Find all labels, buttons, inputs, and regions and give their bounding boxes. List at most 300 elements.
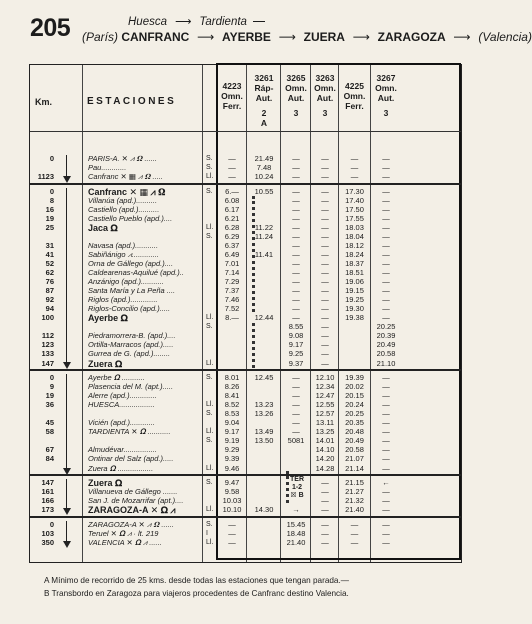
time-cell: — <box>292 249 300 259</box>
arr-dep-cell: Ll. <box>206 506 214 514</box>
table-number: 205 <box>30 14 71 42</box>
km-cell: 123 <box>41 340 54 350</box>
time-cell: — <box>292 277 300 287</box>
time-cell: 21.40 <box>286 537 306 547</box>
time-cell: — <box>292 373 300 382</box>
station-cell: Anzánigo (apd.)........... <box>88 277 164 287</box>
table-row <box>30 224 461 232</box>
km-cell: 31 <box>45 240 54 250</box>
km-cell: 147 <box>41 358 54 368</box>
time-cell: — <box>292 258 300 268</box>
time-cell: 14.10 <box>315 445 335 455</box>
time-cell: — <box>292 295 300 305</box>
table-row <box>30 506 461 514</box>
table-row <box>30 233 461 241</box>
time-cell: — <box>228 154 236 163</box>
station-cell: Zuera 𝛀 <box>88 477 123 488</box>
time-cell: 18.48 <box>286 528 306 538</box>
time-cell: 13.25 <box>315 427 335 437</box>
time-cell: — <box>292 204 300 214</box>
time-cell: 7.01 <box>224 258 240 268</box>
time-cell: — <box>382 505 390 515</box>
time-cell: — <box>382 519 390 529</box>
branch-line-icon <box>253 21 265 22</box>
train-label: Omn. Aut. <box>375 83 397 103</box>
station-cell: Canfranc ✕ ▦ ⩘ 𝛀 ..... <box>88 172 163 182</box>
time-cell: 10.55 <box>254 186 274 196</box>
km-cell: 67 <box>45 445 54 455</box>
arrow-icon: ⟶ <box>453 30 471 44</box>
time-cell: 20.15 <box>345 391 364 401</box>
train-cls: 3 <box>383 108 389 118</box>
arrow-down-icon <box>63 508 71 515</box>
time-cell: — <box>382 172 390 182</box>
arrow-down-icon <box>63 362 71 369</box>
time-cell: 5081 <box>287 436 305 446</box>
km-cell: 76 <box>45 277 54 287</box>
route-line-2 <box>82 30 532 44</box>
table-row <box>30 428 461 436</box>
time-cell: 6.29 <box>224 231 240 241</box>
time-cell: 12.10 <box>315 373 335 382</box>
section-divider <box>30 516 461 518</box>
time-cell: → <box>292 505 300 515</box>
arrow-icon: ⟶ <box>197 30 215 44</box>
time-cell: — <box>321 349 329 359</box>
time-cell: 17.50 <box>345 204 364 214</box>
station-cell: Ontinar del Salz (apd.)..... <box>88 454 174 464</box>
station-cell: Plasencia del M. (apt.)..... <box>88 382 174 392</box>
time-cell: 19.39 <box>345 373 364 382</box>
km-cell: 41 <box>45 249 54 259</box>
time-cell: 18.51 <box>345 268 364 278</box>
time-cell: 13.50 <box>254 436 274 446</box>
time-cell: — <box>382 286 390 296</box>
station-cell: Almudévar................ <box>88 445 157 455</box>
route1-to: Tardienta <box>199 16 247 28</box>
route2-station: ZUERA <box>303 30 345 44</box>
footnotes <box>44 574 464 600</box>
arr-dep-cell: S. <box>206 410 213 418</box>
time-cell: 21.10 <box>376 358 396 368</box>
arr-dep-cell: Ll. <box>206 314 214 322</box>
time-cell: — <box>321 231 329 241</box>
station-cell: TARDIENTA ✕ 𝛀 ........... <box>88 427 171 437</box>
time-cell: 9.17 <box>288 340 304 350</box>
time-cell: 20.39 <box>376 331 396 341</box>
time-cell: 12.45 <box>254 373 274 382</box>
arr-dep-cell: Ll. <box>206 359 214 367</box>
station-cell: Piedramorrera-B. (apd.).... <box>88 331 176 341</box>
section-divider <box>30 474 461 476</box>
arr-dep-cell: S. <box>206 187 213 195</box>
time-cell: — <box>292 163 300 173</box>
time-cell: 8.55 <box>288 322 304 332</box>
station-cell: Jaca 𝛀 <box>88 222 118 233</box>
station-cell: Santa María y La Peña .... <box>88 286 176 296</box>
time-cell: 20.25 <box>345 409 364 419</box>
time-cell: — <box>382 528 390 538</box>
arr-dep-cell: S. <box>206 437 213 445</box>
time-cell: 12.55 <box>315 400 335 410</box>
time-cell: — <box>382 418 390 428</box>
arr-dep-cell: Ll. <box>206 401 214 409</box>
time-cell: — <box>321 204 329 214</box>
station-cell: Riglos (apd.)............. <box>88 295 158 305</box>
table-row <box>30 197 461 205</box>
km-cell: 8 <box>49 195 54 205</box>
arr-dep-cell: Ll. <box>206 223 214 231</box>
time-cell: 20.49 <box>376 340 396 350</box>
time-cell: 19.25 <box>345 295 364 305</box>
time-cell: — <box>321 258 329 268</box>
arrow-down-icon <box>63 468 71 475</box>
train-label: Omn. Aut. <box>285 83 307 103</box>
station-cell: Castiello Pueblo (apd.).... <box>88 213 173 223</box>
station-cell: Alerre (apd.)............. <box>88 391 157 401</box>
time-cell: 21.49 <box>254 154 274 163</box>
km-cell: 92 <box>45 295 54 305</box>
time-cell: — <box>321 358 329 368</box>
train-label: Ráp-Aut. <box>254 83 274 103</box>
time-cell: — <box>382 249 390 259</box>
time-cell: 19.38 <box>345 313 364 323</box>
footnote-b: B Transbordo en Zaragoza para viajeros procedentes de Canfranc destino Valencia. <box>44 589 349 598</box>
time-cell: 15.45 <box>286 519 306 529</box>
train-label: Omn. Ferr. <box>343 91 366 111</box>
time-cell: 7.48 <box>256 163 272 173</box>
train-column-header <box>282 73 310 118</box>
station-cell: Gurrea de G. (apd.)........ <box>88 349 171 359</box>
ter-class: 1-2 <box>291 484 303 491</box>
time-cell: 13.11 <box>315 418 335 428</box>
time-cell: 12.44 <box>254 313 274 323</box>
time-cell: — <box>321 172 329 182</box>
table-row <box>30 401 461 409</box>
station-cell: HUESCA................. <box>88 400 155 410</box>
arr-dep-cell: Ll. <box>206 464 214 472</box>
time-cell: — <box>382 454 390 464</box>
time-cell: — <box>350 537 359 547</box>
header-divider <box>30 131 461 132</box>
time-cell: — <box>228 528 236 538</box>
time-cell: — <box>382 400 390 410</box>
train-note: A <box>260 118 268 128</box>
time-cell: 7.14 <box>224 268 240 278</box>
time-cell: — <box>292 154 300 163</box>
time-cell: 21.07 <box>345 454 364 464</box>
train-column-header <box>311 73 339 118</box>
time-cell: 11.22 <box>254 222 274 232</box>
table-row <box>30 188 461 196</box>
time-cell: 9.19 <box>224 436 240 446</box>
train-number: 4223 <box>222 81 242 91</box>
route-line-1 <box>128 14 265 28</box>
footnote-a: A Mínimo de recorrido de 25 kms. desde todas las estaciones que tengan parada.— <box>44 576 349 585</box>
time-cell: 6.21 <box>224 213 240 223</box>
direction-arrow-line <box>66 479 73 509</box>
time-cell: — <box>321 537 329 547</box>
time-cell: 6.49 <box>224 249 240 259</box>
time-cell: — <box>382 154 390 163</box>
time-cell: — <box>382 391 390 401</box>
table-row <box>30 215 461 223</box>
arrow-icon: ⟶ <box>174 16 192 28</box>
time-cell: 12.47 <box>315 391 335 401</box>
time-cell: 7.37 <box>224 286 240 296</box>
time-cell: 19.06 <box>345 277 364 287</box>
route2-station: CANFRANC <box>121 30 190 44</box>
km-cell: 100 <box>41 313 54 323</box>
station-cell: Castiello (apd.).......... <box>88 204 160 214</box>
time-cell: 9.04 <box>224 418 240 428</box>
station-cell: Orna de Gállego (apd.).... <box>88 258 174 268</box>
time-cell: — <box>292 391 300 401</box>
time-cell: — <box>321 195 329 205</box>
station-cell: Zuera 𝛀 <box>88 358 123 369</box>
time-cell: — <box>321 331 329 341</box>
time-cell: 6.08 <box>224 195 240 205</box>
station-cell: Ayerbe 𝛀 <box>88 313 128 324</box>
km-cell: 58 <box>45 427 54 437</box>
km-cell: 87 <box>45 286 54 296</box>
km-cell: 0 <box>49 519 54 529</box>
time-cell: 12.57 <box>315 409 335 419</box>
time-cell: ← <box>382 477 390 487</box>
arr-dep-cell: I <box>206 529 208 537</box>
train-cls: 2 <box>261 108 267 118</box>
km-cell: 0 <box>49 186 54 196</box>
train-number: 3261 <box>254 73 274 83</box>
time-cell: 11.24 <box>254 231 274 241</box>
time-cell: — <box>321 295 329 305</box>
time-cell: — <box>321 213 329 223</box>
time-cell: — <box>321 186 329 196</box>
time-cell: — <box>321 163 329 173</box>
time-cell: 14.30 <box>254 505 274 515</box>
direction-arrow-line <box>66 155 73 177</box>
time-cell: — <box>382 304 390 314</box>
time-cell: — <box>382 436 390 446</box>
table-row <box>30 242 461 250</box>
time-cell: 18.37 <box>345 258 364 268</box>
time-cell: 10.10 <box>222 505 242 515</box>
arrow-icon: ⟶ <box>352 30 370 44</box>
direction-arrow-line <box>66 188 73 363</box>
time-cell: 8.26 <box>224 382 240 392</box>
km-cell: 0 <box>49 154 54 163</box>
time-cell: — <box>321 528 329 538</box>
time-cell: 20.35 <box>345 418 364 428</box>
km-cell: 166 <box>41 496 54 506</box>
time-cell: — <box>321 477 329 487</box>
time-cell: — <box>292 313 300 323</box>
time-cell: — <box>292 213 300 223</box>
station-cell: Riglos-Concilio (apd.)..... <box>88 304 171 314</box>
train-number: 4225 <box>345 81 364 91</box>
time-cell: 7.29 <box>224 277 240 287</box>
time-cell: — <box>292 382 300 392</box>
time-cell: 21.15 <box>345 477 364 487</box>
time-cell: 13.49 <box>254 427 274 437</box>
time-cell: 8.53 <box>224 409 240 419</box>
station-cell: Ortilla-Marracos (apd.)..... <box>88 340 174 350</box>
time-cell: — <box>292 427 300 437</box>
time-cell: — <box>382 231 390 241</box>
time-cell: — <box>292 240 300 250</box>
km-cell: 112 <box>41 331 54 341</box>
time-cell: — <box>321 519 329 529</box>
time-cell: — <box>382 373 390 382</box>
time-cell: 9.47 <box>224 477 240 487</box>
time-cell: 20.58 <box>376 349 396 359</box>
header <box>0 0 532 58</box>
direction-arrow-line <box>66 521 73 542</box>
time-cell: — <box>350 528 359 538</box>
arr-dep-cell: Ll. <box>206 538 214 546</box>
time-cell: 18.12 <box>345 240 364 250</box>
time-cell: 21.32 <box>345 496 364 506</box>
time-cell: 20.48 <box>345 427 364 437</box>
km-cell: 84 <box>45 454 54 464</box>
time-cell: — <box>292 222 300 232</box>
table-row <box>30 465 461 473</box>
train-column-header <box>371 73 401 118</box>
time-cell: — <box>292 195 300 205</box>
arr-dep-cell: S. <box>206 323 213 331</box>
timetable <box>29 64 462 563</box>
time-cell: — <box>321 268 329 278</box>
time-cell: 7.52 <box>224 304 240 314</box>
arrow-icon: ⟶ <box>278 30 296 44</box>
time-cell: — <box>382 427 390 437</box>
time-cell: — <box>321 496 329 506</box>
km-cell: 9 <box>49 382 54 392</box>
time-cell: 17.30 <box>345 186 364 196</box>
arrow-down-icon <box>63 541 71 548</box>
route2-suffix: (Valencia) <box>478 30 532 44</box>
time-cell: 21.40 <box>345 505 364 515</box>
station-cell: Navasa (apd.)........... <box>88 240 159 250</box>
time-cell: — <box>228 163 236 173</box>
time-cell: — <box>382 163 390 173</box>
close-box-icon: ☒ <box>290 492 297 499</box>
time-cell: — <box>292 418 300 428</box>
time-cell: 18.24 <box>345 249 364 259</box>
km-cell: 0 <box>49 373 54 382</box>
time-cell: — <box>382 268 390 278</box>
station-cell: Zuera 𝛀 ................. <box>88 463 154 473</box>
train-column-header <box>339 81 370 116</box>
time-cell: — <box>321 286 329 296</box>
time-cell: — <box>292 400 300 410</box>
time-cell: — <box>321 249 329 259</box>
time-cell: 13.26 <box>254 409 274 419</box>
time-cell: 12.34 <box>315 382 335 392</box>
time-cell: — <box>382 240 390 250</box>
time-cell: — <box>350 519 359 529</box>
time-cell: — <box>350 154 359 163</box>
time-cell: 17.40 <box>345 195 364 205</box>
time-cell: — <box>382 295 390 305</box>
time-cell: — <box>382 195 390 205</box>
time-cell: 6.— <box>225 186 239 196</box>
time-cell: — <box>321 240 329 250</box>
time-cell: 19.15 <box>345 286 364 296</box>
km-cell: 133 <box>41 349 54 359</box>
time-cell: 20.25 <box>376 322 396 332</box>
station-cell: Teruel ✕ 𝛀 ⩘ · lt. 219 <box>88 528 159 538</box>
station-cell: Ayerbe 𝛀 ........... <box>88 373 145 382</box>
time-cell: — <box>382 204 390 214</box>
arr-dep-cell: S. <box>206 520 213 528</box>
station-cell: Villanúa (apd.).......... <box>88 195 158 205</box>
time-cell: — <box>321 487 329 497</box>
station-cell: PARIS-A. ✕ ⩘ 𝛀 ...... <box>88 154 157 163</box>
time-cell: 8.41 <box>224 391 240 401</box>
km-cell: 25 <box>45 222 54 232</box>
table-row <box>30 314 461 322</box>
stations-header: ESTACIONES <box>87 96 177 107</box>
time-cell: 9.08 <box>288 331 304 341</box>
time-cell: — <box>292 172 300 182</box>
train-number: 3265 <box>286 73 306 83</box>
time-cell: — <box>350 172 359 182</box>
time-cell: 9.25 <box>288 349 304 359</box>
time-cell: 21.14 <box>345 463 364 473</box>
time-cell: 18.03 <box>345 222 364 232</box>
station-cell: Vicién (apd.)............ <box>88 418 155 428</box>
train-number: 3263 <box>315 73 335 83</box>
time-cell: 9.29 <box>224 445 240 455</box>
time-cell: — <box>382 445 390 455</box>
train-number: 3267 <box>376 73 396 83</box>
time-cell: — <box>292 304 300 314</box>
km-cell: 1123 <box>37 172 54 182</box>
time-cell: 13.23 <box>254 400 274 410</box>
km-cell: 16 <box>45 204 54 214</box>
time-cell: 9.37 <box>288 358 304 368</box>
time-cell: — <box>321 505 329 515</box>
station-cell: Villanueva de Gállego ....... <box>88 487 178 497</box>
time-cell: — <box>382 277 390 287</box>
time-cell: 20.24 <box>345 400 364 410</box>
time-cell: 14.28 <box>315 463 335 473</box>
time-cell: 9.17 <box>224 427 240 437</box>
time-cell: — <box>382 496 390 506</box>
direction-arrow-line <box>66 374 73 469</box>
section-divider <box>30 369 461 371</box>
through-service-line <box>286 471 289 504</box>
time-cell: — <box>321 340 329 350</box>
time-cell: 8.— <box>225 313 239 323</box>
km-header: Km. <box>35 97 53 107</box>
km-cell: 62 <box>45 268 54 278</box>
time-cell: — <box>382 382 390 392</box>
time-cell: 9.46 <box>224 463 240 473</box>
km-cell: 36 <box>45 400 54 410</box>
km-cell: 161 <box>41 487 54 497</box>
table-row <box>30 206 461 214</box>
time-cell: 20.58 <box>345 445 364 455</box>
time-cell: 6.37 <box>224 240 240 250</box>
time-cell: — <box>321 322 329 332</box>
time-cell: 20.49 <box>345 436 364 446</box>
arr-dep-cell: S. <box>206 155 213 162</box>
time-cell: — <box>292 268 300 278</box>
km-cell: 94 <box>45 304 54 314</box>
time-cell: 9.39 <box>224 454 240 464</box>
